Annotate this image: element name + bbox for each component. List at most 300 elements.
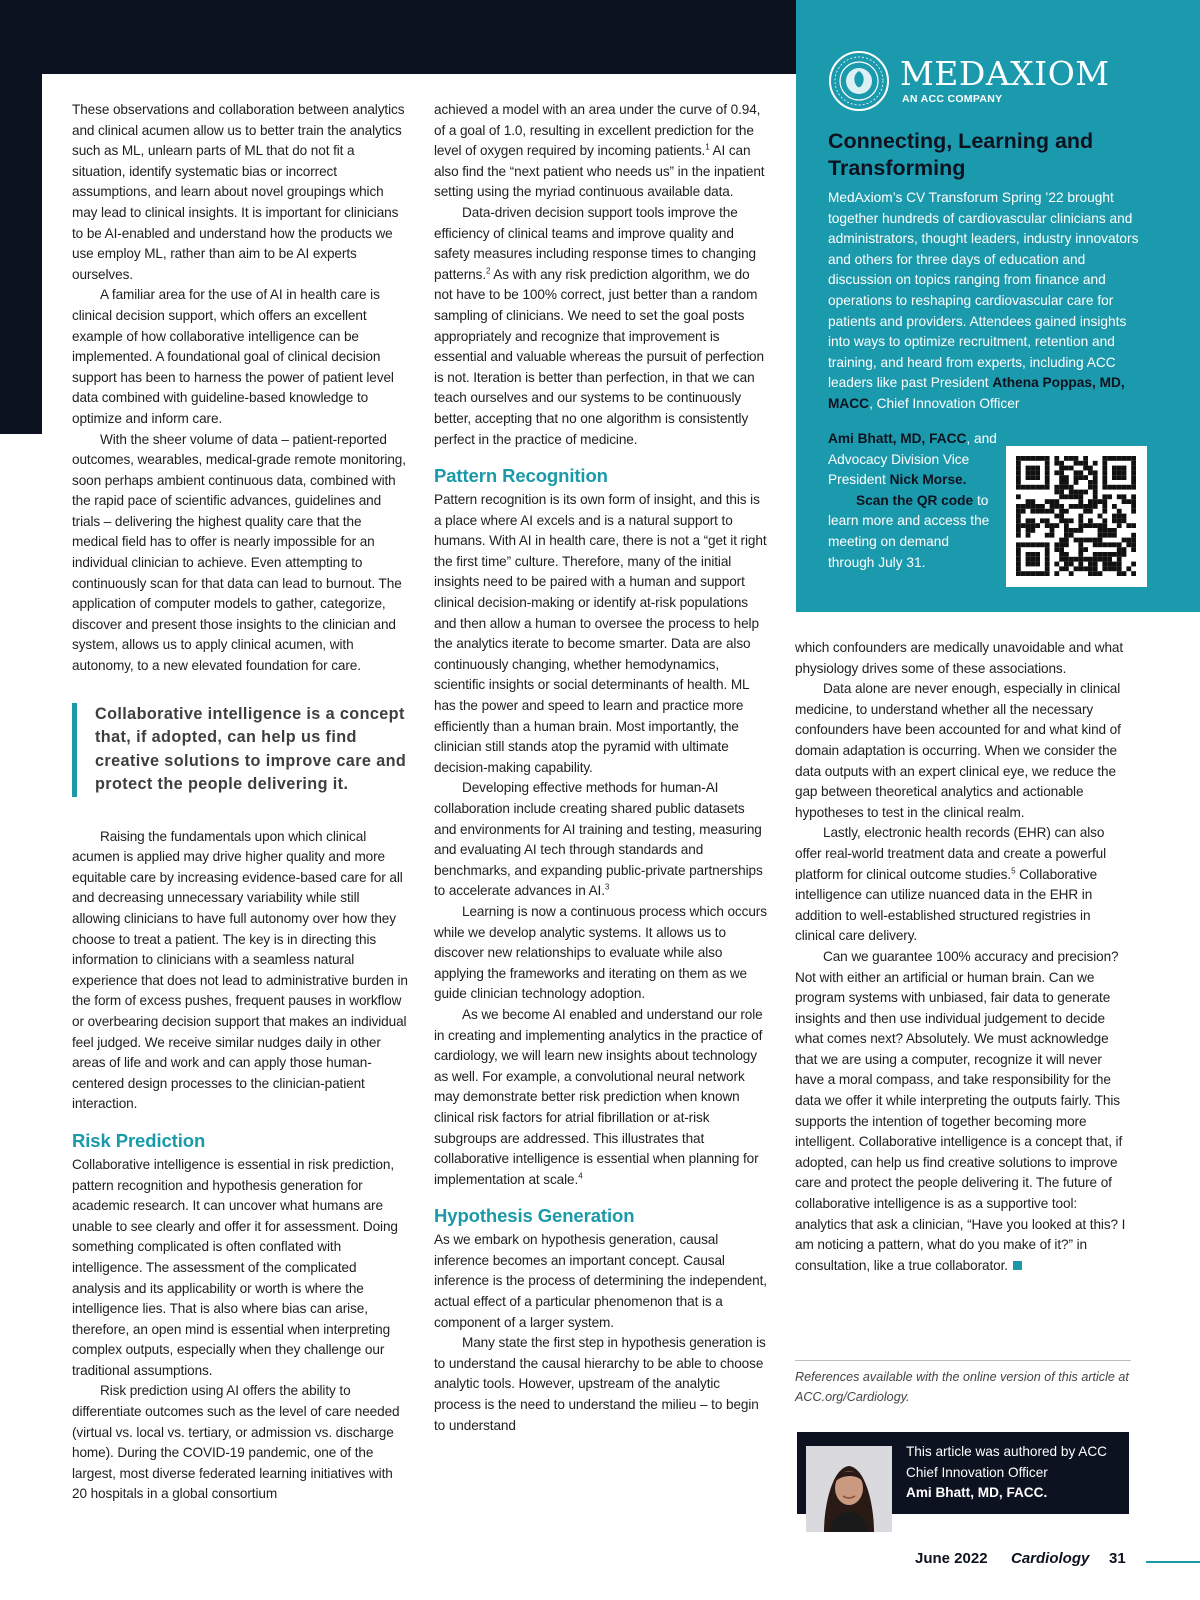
qr-module xyxy=(1131,547,1136,552)
qr-module xyxy=(1088,470,1093,475)
qr-module xyxy=(1117,571,1122,576)
qr-module xyxy=(1059,470,1064,475)
qr-module xyxy=(1059,466,1064,471)
qr-module xyxy=(1102,466,1107,471)
qr-module xyxy=(1035,557,1040,562)
qr-module xyxy=(1131,466,1136,471)
qr-module xyxy=(1054,456,1059,461)
qr-module xyxy=(1026,499,1031,504)
qr-module xyxy=(1026,456,1031,461)
qr-module xyxy=(1064,466,1069,471)
qr-module xyxy=(1098,557,1103,562)
qr-module xyxy=(1040,456,1045,461)
qr-module xyxy=(1098,533,1103,538)
qr-module xyxy=(1117,562,1122,567)
text: Collaborative intelligence can utilize nuanced data in the EHR in addition to well-established structured registries in clinical care delivery. xyxy=(795,866,1098,944)
qr-module xyxy=(1045,566,1050,571)
qr-module xyxy=(1093,552,1098,557)
qr-module xyxy=(1064,518,1069,523)
qr-module xyxy=(1083,504,1088,509)
author-photo xyxy=(806,1446,892,1532)
footnote-ref: 3 xyxy=(604,882,610,892)
qr-module xyxy=(1112,485,1117,490)
qr-module xyxy=(1117,557,1122,562)
qr-module xyxy=(1122,514,1127,519)
qr-module xyxy=(1045,523,1050,528)
qr-module xyxy=(1112,566,1117,571)
qr-module xyxy=(1035,504,1040,509)
qr-module xyxy=(1122,518,1127,523)
qr-module xyxy=(1016,466,1021,471)
qr-module xyxy=(1088,504,1093,509)
qr-module xyxy=(1035,485,1040,490)
brand-name: MEDAXIOM xyxy=(900,54,1110,93)
text: Data-driven decision support tools improve the efficiency of clinical teams and improve quality and safety measures including response times to changing patterns. xyxy=(434,204,756,282)
qr-module xyxy=(1117,470,1122,475)
qr-module xyxy=(1040,542,1045,547)
person-name: Athena Poppas, MD, MACC xyxy=(828,375,1125,411)
qr-module xyxy=(1107,542,1112,547)
qr-module xyxy=(1050,504,1055,509)
qr-module xyxy=(1045,480,1050,485)
qr-module xyxy=(1021,571,1026,576)
qr-module xyxy=(1083,566,1088,571)
medaxiom-logo xyxy=(828,50,1118,110)
qr-module xyxy=(1112,456,1117,461)
footnote-ref: 4 xyxy=(578,1171,583,1181)
qr-module xyxy=(1131,523,1136,528)
qr-module xyxy=(1064,552,1069,557)
qr-module xyxy=(1107,557,1112,562)
qr-module xyxy=(1074,504,1079,509)
qr-module xyxy=(1088,562,1093,567)
qr-module xyxy=(1102,542,1107,547)
qr-module xyxy=(1059,494,1064,499)
qr-module xyxy=(1107,562,1112,567)
qr-module xyxy=(1035,470,1040,475)
qr-module xyxy=(1112,518,1117,523)
qr-module xyxy=(1078,494,1083,499)
left-dark-band xyxy=(0,74,42,434)
qr-module xyxy=(1016,509,1021,514)
qr-module xyxy=(1026,504,1031,509)
qr-module xyxy=(1021,509,1026,514)
qr-module xyxy=(1054,562,1059,567)
qr-module xyxy=(1093,470,1098,475)
divider xyxy=(795,1360,1131,1361)
qr-module xyxy=(1088,557,1093,562)
section-heading-hypothesis-generation: Hypothesis Generation xyxy=(434,1205,635,1227)
qr-module xyxy=(1021,456,1026,461)
qr-module xyxy=(1026,523,1031,528)
qr-module xyxy=(1035,571,1040,576)
qr-module xyxy=(1107,485,1112,490)
qr-module xyxy=(1074,480,1079,485)
qr-module xyxy=(1059,566,1064,571)
sidebar-body xyxy=(828,188,1144,415)
qr-module xyxy=(1102,509,1107,514)
qr-module xyxy=(1088,466,1093,471)
qr-module xyxy=(1131,509,1136,514)
qr-module xyxy=(1078,528,1083,533)
qr-module xyxy=(1112,533,1117,538)
qr-module xyxy=(1040,518,1045,523)
qr-module xyxy=(1064,494,1069,499)
qr-module xyxy=(1131,461,1136,466)
qr-module xyxy=(1131,533,1136,538)
qr-module xyxy=(1030,557,1035,562)
qr-module xyxy=(1016,528,1021,533)
qr-module xyxy=(1030,509,1035,514)
qr-module xyxy=(1131,538,1136,543)
qr-module xyxy=(1016,557,1021,562)
qr-module xyxy=(1122,571,1127,576)
qr-module xyxy=(1098,499,1103,504)
qr-module xyxy=(1122,470,1127,475)
qr-module xyxy=(1045,456,1050,461)
qr-module xyxy=(1074,566,1079,571)
paragraph: Learning is now a continuous process which occurs while we develop analytic systems. It allows us to discover new relationships to evaluate while also applying the frameworks and iterating on them as we guide clinician technology adoption. xyxy=(434,903,767,1002)
qr-module xyxy=(1088,499,1093,504)
qr-module xyxy=(1045,475,1050,480)
qr-module xyxy=(1102,480,1107,485)
pull-quote: Collaborative intelligence is a concept that, if adopted, can help us find creative solutions to improve care and protect the people delivering it. xyxy=(72,703,408,797)
qr-module xyxy=(1030,470,1035,475)
qr-module xyxy=(1030,485,1035,490)
qr-module xyxy=(1054,499,1059,504)
qr-module xyxy=(1112,562,1117,567)
qr-module xyxy=(1112,542,1117,547)
qr-module xyxy=(1131,494,1136,499)
qr-module xyxy=(1117,552,1122,557)
paragraph: Collaborative intelligence is essential in risk prediction, pattern recognition and hypothesis generation for academic research. It can uncover what humans are unable to see clearly and offer it for assessment. Doing something complicated is often conflated with intelligence. The assessment of the complicated analysis and its applicability or worth is where the intelligence lies. That is also where bias can arise, therefore, an open mind is essential when interpreting complex outputs, especially when they challenge our traditional assumptions. xyxy=(72,1156,398,1378)
qr-module xyxy=(1102,475,1107,480)
qr-module xyxy=(1045,557,1050,562)
qr-module xyxy=(1126,542,1131,547)
qr-module xyxy=(1131,571,1136,576)
qr-module xyxy=(1131,456,1136,461)
qr-module xyxy=(1040,504,1045,509)
qr-module xyxy=(1126,456,1131,461)
qr-module xyxy=(1083,461,1088,466)
qr-module xyxy=(1064,485,1069,490)
qr-module xyxy=(1078,557,1083,562)
text: achieved a model with an area under the curve of 0.94, of a goal of 1.0, resulting in excellent prediction for the level of oxygen required by incoming patients. xyxy=(434,102,761,159)
qr-module xyxy=(1045,547,1050,552)
paragraph xyxy=(795,823,1131,947)
qr-module xyxy=(1064,542,1069,547)
qr-module xyxy=(1064,557,1069,562)
qr-module xyxy=(1078,566,1083,571)
qr-module xyxy=(1045,542,1050,547)
qr-module xyxy=(1093,504,1098,509)
qr-module xyxy=(1126,538,1131,543)
paragraph xyxy=(434,203,770,450)
qr-module xyxy=(1069,528,1074,533)
qr-module xyxy=(1074,470,1079,475)
qr-module xyxy=(1074,557,1079,562)
qr-module xyxy=(1035,466,1040,471)
qr-module xyxy=(1093,490,1098,495)
qr-module xyxy=(1078,490,1083,495)
qr-module xyxy=(1131,485,1136,490)
qr-module xyxy=(1059,557,1064,562)
qr-module xyxy=(1030,523,1035,528)
qr-module xyxy=(1030,456,1035,461)
paragraph xyxy=(434,100,770,203)
qr-module xyxy=(1122,485,1127,490)
qr-module xyxy=(1016,523,1021,528)
text: As we become AI enabled and understand our role in creating and implementing analytics in the practice of cardiology, we will learn new insights about technology as well. For example, a convolutional neural network may demonstrate better risk prediction when known clinical risk factors for atrial fibrillation or at-risk subgroups are addressed. This illustrates that collaborative intelligence is essential when planning for implementation at scale. xyxy=(434,1006,763,1187)
qr-module xyxy=(1107,533,1112,538)
qr-module xyxy=(1107,494,1112,499)
qr-module xyxy=(1021,504,1026,509)
column-2 xyxy=(434,100,770,1436)
qr-module xyxy=(1064,528,1069,533)
qr-module xyxy=(1035,509,1040,514)
footnote-ref: 1 xyxy=(705,142,710,152)
magazine-name: Cardiology xyxy=(1011,1550,1090,1567)
author-name: Ami Bhatt, MD, FACC. xyxy=(906,1485,1048,1500)
qr-module xyxy=(1026,470,1031,475)
qr-module xyxy=(1112,466,1117,471)
sidebar-text: , and Advocacy Division Vice President xyxy=(828,431,997,488)
text: Lastly, electronic health records (EHR) can also offer real-world treatment data and create a powerful platform for clinical outcome studies. xyxy=(795,825,1107,882)
qr-module xyxy=(1078,504,1083,509)
column-3 xyxy=(795,638,1131,1276)
qr-module xyxy=(1026,562,1031,567)
sidebar-body-continued xyxy=(828,429,998,573)
qr-module xyxy=(1016,470,1021,475)
qr-module xyxy=(1083,509,1088,514)
qr-module xyxy=(1026,542,1031,547)
qr-module xyxy=(1026,571,1031,576)
qr-module xyxy=(1117,566,1122,571)
qr-module xyxy=(1016,504,1021,509)
qr-module xyxy=(1117,485,1122,490)
qr-module xyxy=(1030,562,1035,567)
qr-module xyxy=(1093,538,1098,543)
qr-module xyxy=(1131,470,1136,475)
qr-module xyxy=(1026,528,1031,533)
qr-module xyxy=(1102,485,1107,490)
footer-rule xyxy=(1146,1561,1200,1563)
qr-module xyxy=(1030,504,1035,509)
qr-module xyxy=(1054,547,1059,552)
qr-code-graphic xyxy=(1006,446,1147,587)
qr-module xyxy=(1083,466,1088,471)
qr-code-icon[interactable] xyxy=(1006,446,1147,587)
qr-module xyxy=(1016,566,1021,571)
qr-module xyxy=(1069,518,1074,523)
qr-module xyxy=(1131,542,1136,547)
sidebar-text: , Chief Innovation Officer xyxy=(869,395,1020,411)
author-credit xyxy=(906,1442,1126,1504)
brand-tagline: AN ACC COMPANY xyxy=(902,93,1003,105)
qr-module xyxy=(1035,552,1040,557)
qr-module xyxy=(1074,475,1079,480)
author-credit-text: This article was authored by ACC Chief Innovation Officer xyxy=(906,1444,1107,1480)
qr-module xyxy=(1016,562,1021,567)
qr-module xyxy=(1093,494,1098,499)
qr-module xyxy=(1030,542,1035,547)
qr-module xyxy=(1026,533,1031,538)
qr-module xyxy=(1054,490,1059,495)
qr-module xyxy=(1050,523,1055,528)
paragraph xyxy=(434,778,770,902)
qr-module xyxy=(1030,499,1035,504)
page-number: 31 xyxy=(1109,1550,1126,1567)
qr-module xyxy=(1093,480,1098,485)
sidebar-text: to learn more and access the meeting on demand through July 31. xyxy=(828,492,990,570)
qr-module xyxy=(1088,509,1093,514)
paragraph: Pattern recognition is its own form of insight, and this is a place where AI excels and is a natural support to humans. With AI in health care, there is not a “get it right the first time” culture. Therefore, many of the initial insights need to be paired with a human and support clinical decision-making or identify at-risk populations and then allow a human to oversee the process to help the analytics iterate to become smarter. Data are also continuously changing, whether hemodynamics, scientific insights or social determinants of health. ML has the power and speed to learn and practice more efficiently than a human brain. Most importantly, the clinician still stands atop the pyramid with ultimate decision-making capability. xyxy=(434,492,767,775)
section-heading-pattern-recognition: Pattern Recognition xyxy=(434,465,608,487)
qr-module xyxy=(1059,480,1064,485)
qr-module xyxy=(1112,514,1117,519)
qr-module xyxy=(1078,518,1083,523)
qr-module xyxy=(1045,509,1050,514)
qr-module xyxy=(1074,494,1079,499)
qr-module xyxy=(1059,475,1064,480)
qr-module xyxy=(1102,566,1107,571)
qr-module xyxy=(1102,518,1107,523)
qr-module xyxy=(1035,562,1040,567)
qr-module xyxy=(1117,509,1122,514)
qr-module xyxy=(1088,480,1093,485)
qr-module xyxy=(1016,514,1021,519)
text: AI can also find the “next patient who needs us” in the inpatient setting using the myriad continuous available data. xyxy=(434,143,765,200)
paragraph: A familiar area for the use of AI in health care is clinical decision support, which offers an excellent example of how collaborative intelligence can be implemented. A foundational goal of clinical decision support has been to harness the power of patient level data combined with guideline-based knowledge to optimize and inform care. xyxy=(72,287,394,426)
top-dark-band xyxy=(0,0,796,74)
section-heading-risk-prediction: Risk Prediction xyxy=(72,1129,206,1151)
qr-module xyxy=(1117,466,1122,471)
qr-module xyxy=(1030,571,1035,576)
qr-module xyxy=(1122,499,1127,504)
qr-module xyxy=(1102,528,1107,533)
qr-module xyxy=(1016,456,1021,461)
acc-seal-icon xyxy=(828,50,890,112)
qr-module xyxy=(1035,542,1040,547)
qr-module xyxy=(1078,514,1083,519)
qr-module xyxy=(1016,552,1021,557)
qr-module xyxy=(1117,475,1122,480)
qr-module xyxy=(1064,523,1069,528)
qr-module xyxy=(1035,523,1040,528)
qr-module xyxy=(1093,485,1098,490)
footnote-ref: 5 xyxy=(1011,866,1016,875)
qr-module xyxy=(1117,547,1122,552)
qr-module xyxy=(1059,490,1064,495)
qr-module xyxy=(1069,456,1074,461)
qr-module xyxy=(1064,566,1069,571)
qr-module xyxy=(1045,562,1050,567)
qr-module xyxy=(1117,518,1122,523)
qr-module xyxy=(1083,456,1088,461)
qr-module xyxy=(1126,485,1131,490)
qr-module xyxy=(1102,499,1107,504)
qr-module xyxy=(1069,557,1074,562)
qr-module xyxy=(1102,461,1107,466)
qr-module xyxy=(1050,509,1055,514)
qr-module xyxy=(1026,557,1031,562)
qr-module xyxy=(1078,475,1083,480)
qr-module xyxy=(1059,542,1064,547)
qr-module xyxy=(1093,557,1098,562)
paragraph: which confounders are medically unavoidable and what physiology drives some of these associations. xyxy=(795,640,1124,676)
footnote-ref: 2 xyxy=(486,266,491,276)
qr-module xyxy=(1016,533,1021,538)
qr-module xyxy=(1083,557,1088,562)
qr-module xyxy=(1078,461,1083,466)
qr-module xyxy=(1026,466,1031,471)
qr-module xyxy=(1016,571,1021,576)
qr-module xyxy=(1054,571,1059,576)
qr-module xyxy=(1054,485,1059,490)
qr-module xyxy=(1098,523,1103,528)
qr-module xyxy=(1030,475,1035,480)
paragraph: Many state the first step in hypothesis generation is to understand the causal hierarchy to be able to choose analytic tools. However, upstream of the analytic process is the need to understand the milieu – to begin to understand xyxy=(434,1335,766,1433)
qr-module xyxy=(1069,571,1074,576)
qr-module xyxy=(1045,571,1050,576)
qr-module xyxy=(1050,499,1055,504)
paragraph xyxy=(434,1005,770,1190)
qr-module xyxy=(1093,499,1098,504)
qr-module xyxy=(1054,542,1059,547)
qr-module xyxy=(1088,538,1093,543)
qr-module xyxy=(1045,533,1050,538)
qr-module xyxy=(1098,538,1103,543)
qr-module xyxy=(1098,552,1103,557)
qr-module xyxy=(1064,509,1069,514)
qr-module xyxy=(1126,499,1131,504)
references-note: References available with the online version of this article at ACC.org/Cardiology. xyxy=(795,1370,1129,1404)
qr-module xyxy=(1093,475,1098,480)
qr-module xyxy=(1054,504,1059,509)
qr-module xyxy=(1093,562,1098,567)
qr-module xyxy=(1064,480,1069,485)
qr-module xyxy=(1122,475,1127,480)
issue-date: June 2022 xyxy=(915,1550,988,1567)
qr-module xyxy=(1088,571,1093,576)
qr-module xyxy=(1040,509,1045,514)
qr-module xyxy=(1117,514,1122,519)
qr-module xyxy=(1030,528,1035,533)
qr-module xyxy=(1102,456,1107,461)
qr-module xyxy=(1059,547,1064,552)
qr-module xyxy=(1131,480,1136,485)
qr-module xyxy=(1083,490,1088,495)
qr-module xyxy=(1059,518,1064,523)
qr-module xyxy=(1131,504,1136,509)
qr-module xyxy=(1059,514,1064,519)
qr-module xyxy=(1093,461,1098,466)
qr-module xyxy=(1098,571,1103,576)
qr-module xyxy=(1093,523,1098,528)
qr-module xyxy=(1074,538,1079,543)
qr-module xyxy=(1064,475,1069,480)
qr-module xyxy=(1045,461,1050,466)
qr-module xyxy=(1098,542,1103,547)
qr-module xyxy=(1122,494,1127,499)
qr-module xyxy=(1059,504,1064,509)
qr-module xyxy=(1050,533,1055,538)
qr-module xyxy=(1107,528,1112,533)
qr-module xyxy=(1102,562,1107,567)
paragraph xyxy=(795,947,1131,1277)
qr-module xyxy=(1112,552,1117,557)
qr-module xyxy=(1074,490,1079,495)
